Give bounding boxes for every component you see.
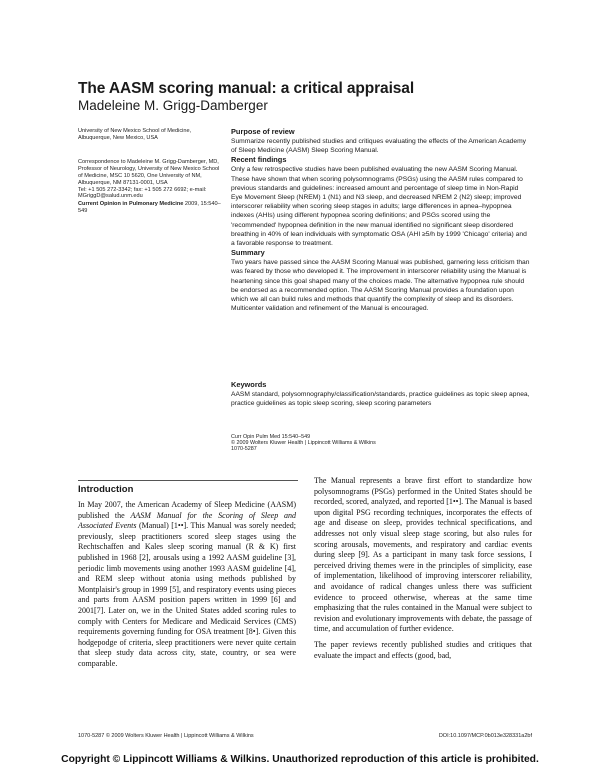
- abstract: [231, 127, 531, 313]
- manual-paragraph: The Manual represents a brave first effort to standardize how polysomnograms (PSGs) performed in the United States should be recorded, scored, analyzed, and reported [1••]. The Manual is based upon digital PSG recording techniques, incorporates the effects of age and disease on sleep, provides technical specifications, and addresses not only visual sleep stage scoring, but also rules for scoring arousals, movements, and respiratory and cardiac events during sleep [9]. As a participant in many task force sessions, I perceived driving themes were in the principles of simplicity, ease of implementation, likelihood of improving interscorer reliability, and avoidance of radical changes unless there was sufficient evidence to proceed otherwise, whereas at the same time emphasizing that the rules contained in the Manual were subject to revision and evolutionary improvements with debate, the passage of time, and accumulation of further evidence.: [314, 476, 532, 634]
- manual-title-italic: AASM Manual for the Scoring of Sleep and Associated Events: [78, 510, 296, 531]
- keywords-text: AASM standard, polysomnography/classification/standards, practice guidelines as topic sleep apnea, practice guidelines as topic sleep scoring, sleep scoring parameters: [231, 391, 530, 408]
- journal-name: Current Opinion in Pulmonary Medicine: [78, 201, 184, 207]
- keywords-heading: Keywords: [231, 380, 267, 389]
- findings-heading: Recent findings: [231, 155, 287, 165]
- intro-text-end: (Manual) [1••]. This Manual was sorely needed; previously, sleep practitioners scored sleep stages using the Rechtschaffen and Kales sleep scoring manual (R & K) first published in 1968 [2], arousals using a 1992 AASM guideline [3], periodic limb movements using another 1993 AASM guideline [4], and REM sleep without atonia using methods published by Montplaisir's group in 1999 [5], and respiratory events using pieces and parts from AASM position papers written in 1999 [6] and 2001[7]. Later on, we in the United States added scoring rules to comply with Centers for Medicare and Medicaid Services (CMS) requirements governing funding for OSA treatment [8•]. Given this hodgepodge of criteria, sleep practitioners were never quite certain that sleep study data across city, state, country, or sea were comparable.: [78, 521, 297, 668]
- citation-block: [231, 434, 511, 453]
- article-title: The AASM scoring manual: a critical appraisal: [78, 80, 415, 97]
- correspondence-text: Correspondence to Madeleine M. Grigg-Damberger, MD, Professor of Neurology, University of New Mexico School of Medicine, MSC 10 5620, One University of NM, Albuquerque, NM 87131-0001, USA Tel: +1 505 272-3342; fax: +1 505 272 6692; e-mail: MGriggD@salud.unm.edu: [78, 158, 220, 200]
- citation-issn: 1070-5287: [231, 446, 257, 453]
- sidebar-journal: [78, 201, 223, 215]
- journal-ref: 2009, 15:540–549: [78, 201, 221, 214]
- citation-journal: Curr Opin Pulm Med 15:540–549: [231, 434, 311, 440]
- intro-paragraph: [78, 500, 296, 670]
- footer-copyright: 1070-5287 © 2009 Wolters Kluwer Health | Lippincott Williams & Wilkins: [78, 733, 254, 739]
- affiliation-text: University of New Mexico School of Medicine, Albuquerque, New Mexico, USA: [78, 128, 192, 141]
- purpose-heading: Purpose of review: [231, 127, 295, 136]
- copyright-notice: Copyright © Lippincott Williams & Wilkins. Unauthorized reproduction of this article is prohibited.: [61, 754, 539, 765]
- body-column-right: [314, 476, 532, 666]
- introduction-heading: Introduction: [78, 484, 134, 495]
- keywords-section: [231, 380, 531, 409]
- review-paragraph: The paper reviews recently published studies and critiques that evaluate the impact and effects (good, bad,: [314, 639, 532, 660]
- findings-text: Only a few retrospective studies have been published evaluating the new AASM Scoring Manual. These have shown that when scoring polysomnograms (PSGs) using the AASM rules compared to previous standards and guidelines: increased amount and percentage of sleep time in Non-Rapid Eye Movement Sleep (NREM) 1 (N1) and N3 sleep, and decreased NREM 2 (N2) sleep; improved interscorer reliability when scoring sleep stages in adults; large differences in apnea–hypopnea indexes (AHIs) using different hypopnea scoring definitions; and PSGs scored using the 'recommended' hypopnea definition in the new manual identified no significant sleep disordered breathing in 40% of lean individuals with symptomatic OSA (AHI ≥5/h by 1999 'Chicago' criteria) and a favorable response to treatment.: [231, 166, 527, 248]
- sidebar-affiliation: [78, 128, 223, 142]
- summary-text: Two years have passed since the AASM Scoring Manual was published, garnering less criticism than was feared by those who developed it. The improvement in interscorer reliability using the Manual is heartening since this goal shaped many of the choices made. The alternative hypopnea rule should be endorsed as a recommended option. The AASM Scoring Manual provides a foundation upon which we all can build rules and methods that quantify the complexity of sleep and its disorders. Multicenter validation and refinement of the Manual is encouraged.: [231, 259, 530, 313]
- summary-heading: Summary: [231, 248, 265, 258]
- body-column-left: [78, 500, 296, 675]
- purpose-text: Summarize recently published studies and critiques evaluating the effects of the American Academy of Sleep Medicine (AASM) Sleep Scoring Manual.: [231, 138, 527, 155]
- section-divider: [78, 480, 298, 481]
- sidebar-correspondence: [78, 152, 223, 207]
- citation-copyright: © 2009 Wolters Kluwer Health | Lippincott Williams & Wilkins: [231, 440, 376, 447]
- intro-text-start: In May 2007, the American Academy of Sleep Medicine (AASM) published the: [78, 500, 296, 520]
- article-author: Madeleine M. Grigg-Damberger: [78, 98, 268, 113]
- footer-doi: DOI:10.1097/MCP.0b013e328331a2bf: [438, 733, 532, 739]
